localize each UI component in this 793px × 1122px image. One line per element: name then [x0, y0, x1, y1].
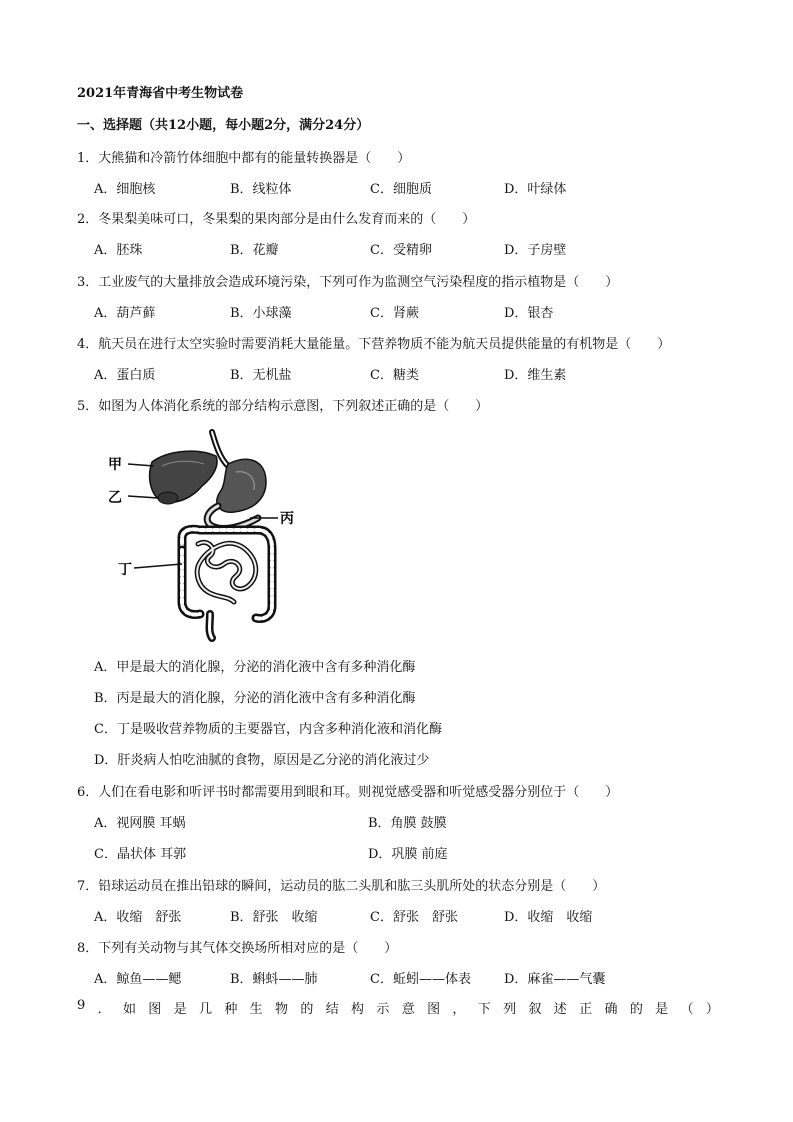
q7-option-a: A．收缩 舒张 [94, 910, 182, 925]
q4-option-d: D．维生素 [504, 368, 567, 383]
q9-char: ． [97, 1002, 111, 1017]
q1-option-c: C．细胞质 [370, 182, 432, 197]
q9-char: 图 [427, 1002, 441, 1017]
question-4-stem: 4．航天员在进行太空实验时需要消耗大量能量。下营养物质不能为航天员提供能量的有机物是（ ） [77, 337, 671, 352]
q9-char: 构 [351, 1002, 365, 1017]
q5-option-a: A．甲是最大的消化腺，分泌的消化液中含有多种消化酶 [94, 660, 416, 675]
question-7-stem: 7．铅球运动员在推出铅球的瞬间，运动员的肱二头肌和肱三头肌所处的状态分别是（ ） [77, 879, 606, 894]
q4-option-c: C．糖类 [370, 368, 419, 383]
q9-char: （ [680, 1002, 694, 1017]
figure-label-ding: 丁 [118, 562, 132, 578]
q7-option-c: C．舒张 舒张 [370, 910, 458, 925]
q9-char: 是 [655, 1002, 669, 1017]
question-5-stem: 5．如图为人体消化系统的部分结构示意图，下列叙述正确的是（ ） [77, 399, 489, 414]
q9-char: ， [452, 1002, 466, 1017]
q9-char: ） [705, 1002, 719, 1017]
q7-option-d: D．收缩 收缩 [504, 910, 593, 925]
q9-char: 的 [300, 1002, 314, 1017]
q9-char: 几 [198, 1002, 212, 1017]
q9-char: 物 [275, 1002, 289, 1017]
q2-option-a: A．胚珠 [94, 243, 143, 258]
question-1-stem: 1．大熊猫和冷箭竹体细胞中都有的能量转换器是（ ） [77, 151, 411, 166]
q3-option-c: C．肾蕨 [370, 306, 419, 321]
q9-char: 种 [224, 1002, 238, 1017]
exam-title: 2021年青海省中考生物试卷 [77, 86, 244, 101]
q6-option-a: A．视网膜 耳蜗 [94, 816, 186, 831]
q9-char: 的 [629, 1002, 643, 1017]
q9-char: 如 [122, 1002, 136, 1017]
q9-char: 叙 [528, 1002, 542, 1017]
question-6-stem: 6．人们在看电影和听评书时都需要用到眼和耳。则视觉感受器和听觉感受器分别位于（ ） [77, 785, 619, 800]
q1-option-d: D．叶绿体 [504, 182, 567, 197]
question-8-stem: 8．下列有关动物与其气体交换场所相对应的是（ ） [77, 941, 398, 956]
figure-label-jia: 甲 [108, 457, 122, 473]
q6-option-c: C．晶状体 耳郭 [94, 847, 187, 862]
q5-option-c: C．丁是吸收营养物质的主要器官，内含多种消化液和消化酶 [94, 722, 442, 737]
q3-option-a: A．葫芦藓 [94, 306, 156, 321]
question-9-stem [77, 998, 719, 1017]
q9-char: 确 [604, 1002, 618, 1017]
q9-char: 示 [376, 1002, 390, 1017]
section-heading: 一、选择题（共12小题，每小题2分，满分24分） [77, 118, 370, 133]
q8-option-a: A．鲸鱼——鳃 [94, 972, 182, 987]
q6-option-d: D．巩膜 前庭 [368, 847, 448, 862]
q5-option-d: D．肝炎病人怕吃油腻的食物，原因是乙分泌的消化液过少 [94, 753, 430, 768]
q3-option-d: D．银杏 [504, 306, 554, 321]
digestive-system-figure [108, 426, 308, 646]
q9-char: 正 [579, 1002, 593, 1017]
q9-char: 下 [477, 1002, 491, 1017]
q9-char: 图 [148, 1002, 162, 1017]
q9-char: 是 [173, 1002, 187, 1017]
q9-char: 述 [553, 1002, 567, 1017]
q1-option-a: A．细胞核 [94, 182, 156, 197]
q9-char: 意 [401, 1002, 415, 1017]
figure-label-yi: 乙 [108, 490, 122, 506]
question-2-stem: 2．冬果梨美味可口，冬果梨的果肉部分是由什么发育而来的（ ） [77, 212, 476, 227]
q9-char: 生 [249, 1002, 263, 1017]
q2-option-d: D．子房壁 [504, 243, 567, 258]
q3-option-b: B．小球藻 [230, 306, 292, 321]
q8-option-d: D．麻雀——气囊 [504, 972, 606, 987]
q6-option-b: B．角膜 鼓膜 [368, 816, 447, 831]
q4-option-b: B．无机盐 [230, 368, 292, 383]
q7-option-b: B．舒张 收缩 [230, 910, 318, 925]
q1-option-b: B．线粒体 [230, 182, 292, 197]
q8-option-b: B．蝌蚪——肺 [230, 972, 318, 987]
q5-option-b: B．丙是最大的消化腺，分泌的消化液中含有多种消化酶 [94, 691, 416, 706]
q9-char: 列 [503, 1002, 517, 1017]
figure-label-bing: 丙 [280, 511, 294, 527]
question-3-stem: 3．工业废气的大量排放会造成环境污染，下列可作为监测空气污染程度的指示植物是（ ） [77, 275, 619, 290]
q8-option-c: C．蚯蚓——体表 [370, 972, 471, 987]
q4-option-a: A．蛋白质 [94, 368, 156, 383]
q2-option-b: B．花瓣 [230, 243, 279, 258]
q9-char: 9 [77, 998, 86, 1013]
q2-option-c: C．受精卵 [370, 243, 432, 258]
q9-char: 结 [325, 1002, 339, 1017]
